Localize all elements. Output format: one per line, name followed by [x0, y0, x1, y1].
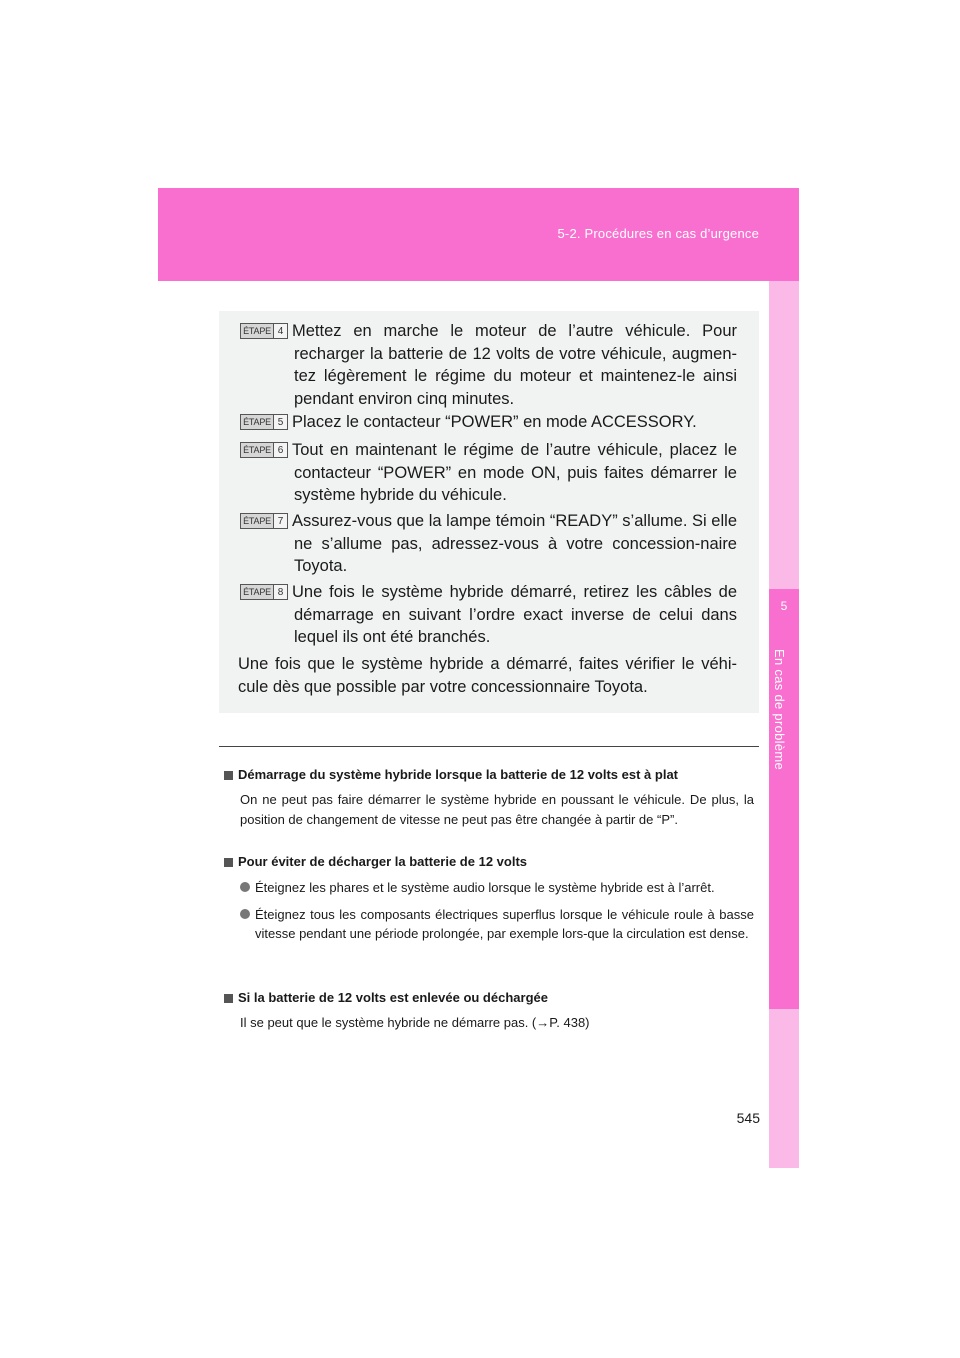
step-4	[240, 320, 737, 410]
step-text: Placez le contacteur “POWER” en mode ACCESSORY.	[292, 413, 697, 431]
square-bullet-icon	[224, 771, 233, 780]
square-bullet-icon	[224, 858, 233, 867]
chapter-tab	[769, 589, 799, 1009]
step-badge	[240, 323, 288, 339]
note-heading	[224, 766, 754, 784]
step-text: Mettez en marche le moteur de l’autre véhicule. Pour recharger la batterie de 12 volts de votre véhicule, augmen-tez légèrement le régime du moteur et maintenez-le ainsi pendant environ cinq minutes.	[292, 322, 737, 408]
closing-paragraph: Une fois que le système hybride a démarré, faites vérifier le véhi-cule dès que possible par votre concessionnaire Toyota.	[238, 655, 737, 696]
step-text: Une fois le système hybride démarré, retirez les câbles de démarrage en suivant l’ordre exact inverse de celui dans lequel ils ont été branchés.	[292, 583, 737, 646]
note-heading-text: Pour éviter de décharger la batterie de 12 volts	[238, 854, 528, 869]
section-divider	[219, 746, 759, 747]
step-badge-word: ÉTAPE	[243, 516, 271, 526]
step-text: Tout en maintenant le régime de l’autre véhicule, placez le contacteur “POWER” en mode ON, puis faites démarrer le système hybride du véhicule.	[292, 441, 737, 504]
section-title: 5-2. Procédures en cas d’urgence	[557, 226, 759, 241]
step-8	[240, 581, 737, 649]
note-body: On ne peut pas faire démarrer le système hybride en poussant le véhicule. De plus, la position de changement de vitesse ne peut pas être changée à partir de “P”.	[240, 792, 754, 827]
page-number: 545	[736, 1110, 760, 1126]
note-heading	[224, 853, 754, 871]
note-avoid-discharge	[224, 853, 754, 944]
side-tab-strip	[769, 281, 799, 1168]
note-heading	[224, 989, 754, 1007]
list-item	[240, 905, 754, 944]
step-badge-number: 8	[273, 585, 287, 599]
note-heading-text: Si la batterie de 12 volts est enlevée ou déchargée	[238, 990, 548, 1005]
list-item	[240, 878, 754, 898]
step-badge-number: 7	[273, 514, 287, 528]
step-badge-number: 4	[273, 324, 287, 338]
step-7	[240, 510, 737, 578]
step-badge-word: ÉTAPE	[243, 417, 271, 427]
chapter-number: 5	[780, 599, 788, 613]
step-badge	[240, 414, 288, 430]
step-6	[240, 439, 737, 507]
step-badge	[240, 442, 288, 458]
square-bullet-icon	[224, 994, 233, 1003]
step-badge	[240, 584, 288, 600]
note-dead-battery-start	[224, 766, 754, 829]
header-band	[158, 188, 799, 281]
steps-box	[219, 311, 759, 713]
step-badge-word: ÉTAPE	[243, 587, 271, 597]
step-5	[240, 411, 737, 434]
list-item-text: Éteignez tous les composants électriques superflus lorsque le véhicule roule à basse vitesse pendant une période prolongée, par exemple lors-que la circulation est dense.	[255, 906, 754, 941]
step-badge-word: ÉTAPE	[243, 445, 271, 455]
note-body: Il se peut que le système hybride ne démarre pas. (→P. 438)	[240, 1015, 590, 1030]
step-badge	[240, 513, 288, 529]
step-badge-number: 5	[273, 415, 287, 429]
chapter-label: En cas de problème	[772, 649, 787, 771]
note-heading-text: Démarrage du système hybride lorsque la batterie de 12 volts est à plat	[238, 767, 679, 782]
step-text: Assurez-vous que la lampe témoin “READY” s’allume. Si elle ne s’allume pas, adressez-vous à votre concession-naire Toyota.	[292, 512, 737, 575]
list-item-text: Éteignez les phares et le système audio lorsque le système hybride est à l’arrêt.	[255, 880, 715, 895]
circle-bullet-icon	[240, 882, 250, 892]
note-battery-removed	[224, 989, 754, 1033]
step-badge-word: ÉTAPE	[243, 326, 271, 336]
step-badge-number: 6	[273, 443, 287, 457]
circle-bullet-icon	[240, 909, 250, 919]
